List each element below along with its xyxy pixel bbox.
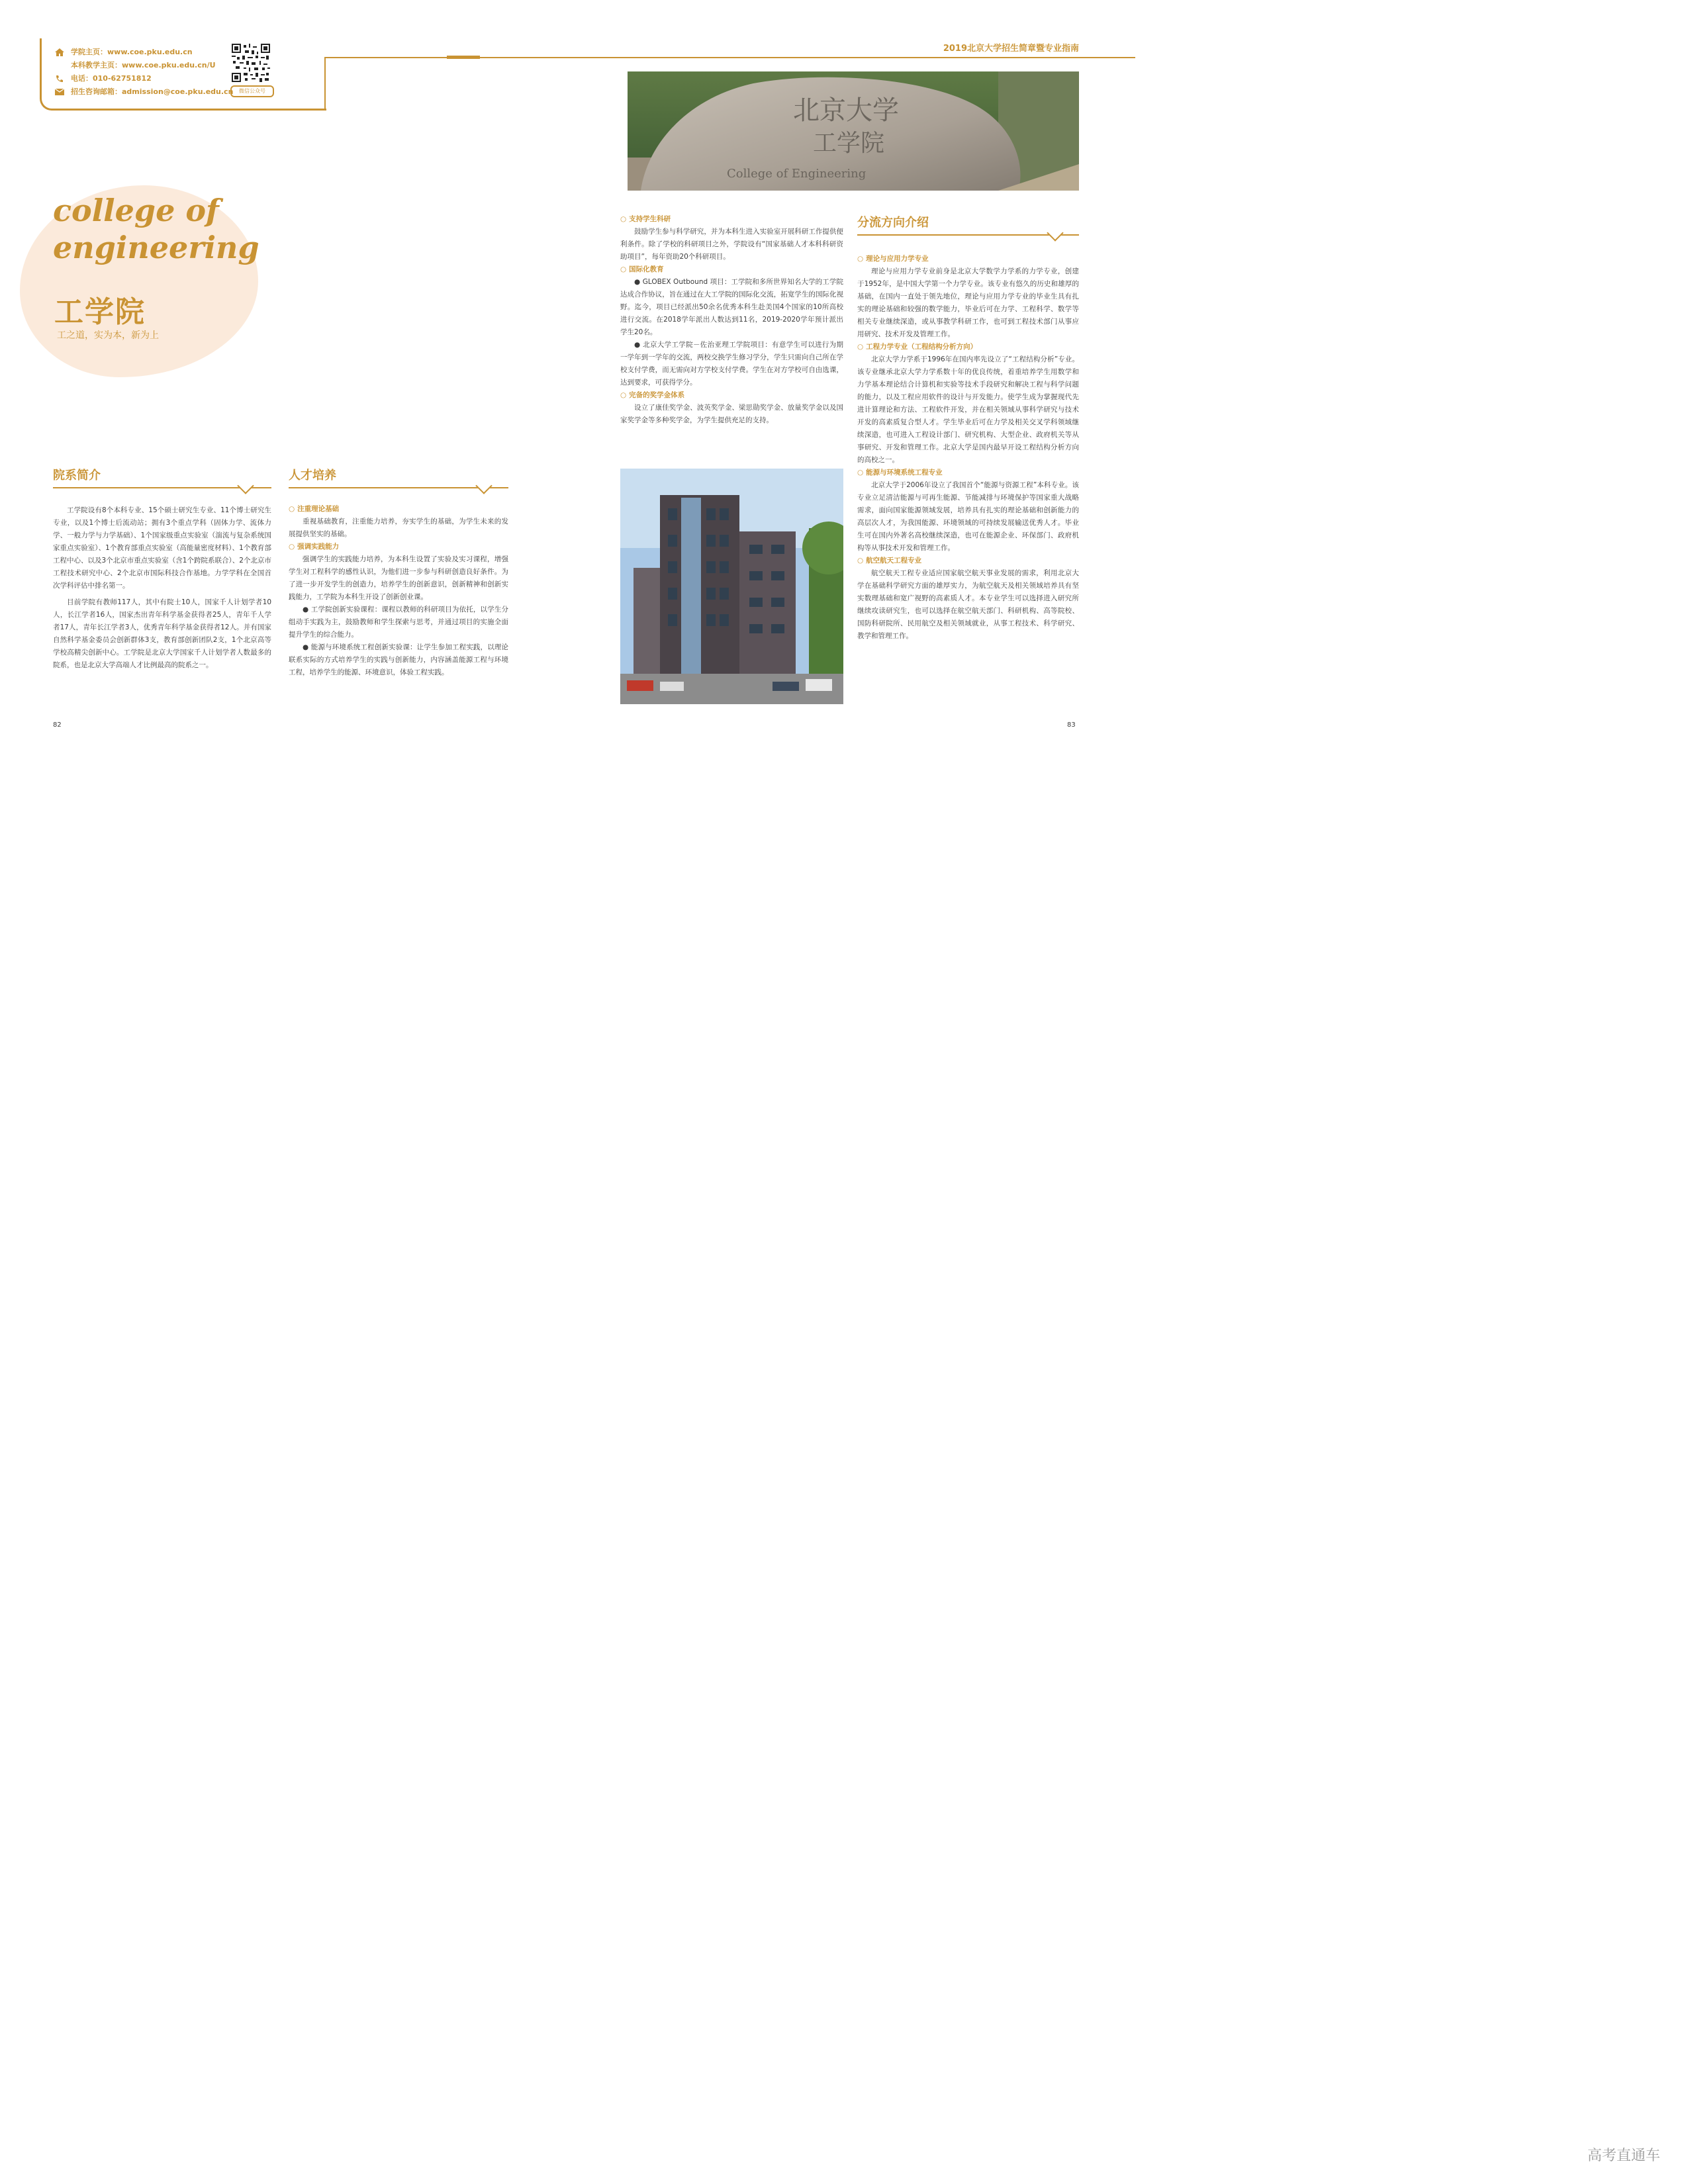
college-name: 工学院: [54, 295, 146, 329]
website-label: 学院主页：: [71, 48, 107, 56]
major-title-1: ○ 理论与应用力学专业: [857, 253, 1079, 265]
stone-inscription-2: 工学院: [813, 130, 885, 157]
major-text-1: 理论与应用力学专业前身是北京大学数学力学系的力学专业，创建于1952年，是中国大学第一个力学专业。该专业有悠久的历史和雄厚的基础，在国内一直处于领先地位，理论与应用力学专业的毕业生具有扎实的理论基础和较强的数学能力，毕业后可在力学、工程科学、数学等相关专业继续深造，或从事教学科研工作，也可到工程技术部门从事应用研究、技术开发及管理工作。: [857, 267, 1079, 338]
intro-rule-notch: [237, 477, 254, 494]
major-title-3: ○ 能源与环境系统工程专业: [857, 467, 1079, 479]
major-title-4: ○ 航空航天工程专业: [857, 555, 1079, 567]
script-title-line-1: college of: [53, 193, 219, 228]
majors-heading: 分流方向介绍: [857, 216, 929, 230]
college-motto: 工之道，实为本，新为上: [57, 330, 159, 341]
talent-subheading-1: ○ 注重理论基础: [289, 503, 508, 516]
talent-body: [289, 503, 508, 679]
wechat-qr-code: [230, 42, 271, 83]
major-text-4: 航空航天工程专业适应国家航空航天事业发展的需求，利用北京大学在基础科学研究方面的雄厚实力，为航空航天及相关领域培养具有坚实数理基础和宽广视野的高素质人才。本专业学生可以选择进入研究所继续攻读研究生，也可以选择在航空航天部门、科研机构、高等院校、国防科研院所、民用航空及相关领域就业，从事工程技术、科学研究、教学和管理工作。: [857, 569, 1079, 640]
building-photo: [620, 469, 843, 704]
email-link[interactable]: admission@coe.pku.edu.cn: [122, 87, 234, 96]
major-text-2: 北京大学力学系于1996年在国内率先设立了“工程结构分析”专业。该专业继承北京大学力学系数十年的优良传统，着重培养学生用数学和力学基本理论结合计算机和实验等技术手段研究和解决工程与科学问题的能力，以及工程应用软件的设计与开发能力。使学生成为掌握现代先进计算理论和方法、工程软件开发，并在相关领域从事科学研究与技术开发的高素质复合型人才。学生毕业后可在力学及相关交叉学科领域继续深造，也可进入工程设计部门、研究机构、大型企业、政府机关等从事研究、开发和管理工作。北京大学是国内最早开设工程结构分析方向的高校之一。: [857, 355, 1079, 464]
watermark: 高考直通车: [1587, 2148, 1661, 2164]
stone-inscription-3: College of Engineering: [727, 167, 867, 181]
website-link[interactable]: www.coe.pku.edu.cn: [107, 48, 193, 56]
talent-subheading-3: ○ 支持学生科研: [620, 213, 843, 226]
phone-row: [55, 73, 152, 83]
page-number-left: 82: [53, 721, 62, 729]
phone-icon: [55, 75, 64, 83]
intro-paragraph-2: 目前学院有教师117人，其中有院士10人，国家千人计划学者10人，长江学者16人，国家杰出青年科学基金获得者25人，青年千人学者17人，青年长江学者3人，优秀青年科学基金获得者12人。并有国家自然科学基金委员会创新群体3支，教育部创新团队2支，1个北京高等学校高精尖创新中心。工学院是北京大学国家千人计划学者人数最多的院系，也是北京大学高端人才比例最高的院系之一。: [53, 598, 271, 669]
intro-paragraph-1: 工学院设有8个本科专业、15个硕士研究生专业、11个博士研究生专业，以及1个博士后流动站；拥有3个重点学科（固体力学、流体力学、一般力学与力学基础）、1个国家级重点实验室（湍流与复杂系统国家重点实验室）、1个教育部重点实验室（高能量密度材料）、1个教育部工程中心、以及3个北京市重点实验室（含1个跨院系联合）、2个北京市工程技术研究中心、2个北京市国际科技合作基地。力学学科在全国首次学科评估中排名第一。: [53, 506, 271, 590]
talent-rule: [289, 487, 508, 488]
talent-subheading-4: ○ 国际化教育: [620, 263, 843, 276]
contact-box: [40, 38, 326, 111]
talent-bullet-2: ● 能源与环境系统工程创新实验课：让学生参加工程实践，以理论联系实际的方式培养学生的实践与创新能力，内容涵盖能源工程与环境工程，培养学生的能源、环境意识，体验工程实践。: [289, 643, 508, 676]
talent-continued: [620, 213, 843, 427]
talent-subheading-2: ○ 强调实践能力: [289, 541, 508, 553]
talent-text-2: 强调学生的实践能力培养，为本科生设置了实验及实习课程，增强学生对工程科学的感性认识，为他们进一步参与科研创造良好条件。为了进一步开发学生的创造力，培养学生的创新意识，创新精神和创新实践能力，工学院为本科生开设了创新创业课。: [289, 555, 508, 601]
email-label: 招生咨询邮箱：: [71, 87, 122, 96]
talent-heading: 人才培养: [289, 469, 336, 482]
talent-text-5: 设立了康佳奖学金、波英奖学金、梁思勋奖学金、放量奖学金以及国家奖学金等多种奖学金，为学生提供充足的支持。: [620, 404, 843, 424]
header-rule-vertical: [324, 57, 326, 109]
stone-inscription-1: 北京大学: [793, 95, 899, 126]
guide-title: 2019北京大学招生简章暨专业指南: [943, 44, 1079, 54]
majors-rule: [857, 234, 1079, 236]
intro-body: [53, 504, 271, 672]
majors-rule-notch: [1047, 224, 1063, 241]
talent-bullet-4: ● 北京大学工学院－佐治亚理工学院项目：有意学生可以进行为期一学年到一学年的交流，两校交换学生修习学分，学生只需向自己所在学校支付学费，而无需向对方学校支付学费。学生在对方学校可自由选课，达到要求，可获得学分。: [620, 341, 843, 387]
major-title-2: ○ 工程力学专业（工程结构分析方向）: [857, 341, 1079, 353]
phone-value: 010-62751812: [93, 74, 152, 83]
majors-body: [857, 253, 1079, 643]
undergrad-link[interactable]: www.coe.pku.edu.cn/U: [122, 61, 216, 69]
intro-heading: 院系简介: [53, 469, 101, 482]
website-row: [55, 46, 193, 57]
home-icon: [55, 48, 64, 56]
phone-label: 电话：: [71, 74, 93, 83]
college-script-title: [53, 192, 259, 266]
undergrad-label: 本科教学主页：: [71, 61, 122, 69]
talent-text-3: 鼓励学生参与科学研究，并为本科生进入实验室开展科研工作提供便利条件。除了学校的科研项目之外，学院设有“国家基础人才本科科研资助项目”，每年资助20个科研项目。: [620, 228, 843, 261]
talent-subheading-5: ○ 完备的奖学金体系: [620, 389, 843, 402]
talent-rule-notch: [475, 477, 492, 494]
talent-bullet-1: ● 工学院创新实验课程：课程以教师的科研项目为依托，以学生分组动手实践为主，鼓励教师和学生探索与思考，并通过项目的实施全面提升学生的综合能力。: [289, 606, 508, 639]
major-text-3: 北京大学于2006年设立了我国首个“能源与资源工程”本科专业。该专业立足清洁能源与可再生能源、节能减排与环境保护等国家重大战略需求，面向国家能源领域发展，培养具有扎实的理论基础和创新能力的高层次人才，为我国能源、环境领域的可持续发展输送优秀人才。毕业生可在国内外著名高校继续深造，也可在能源企业、环保部门、政府机构等从事技术开发和管理工作。: [857, 481, 1079, 552]
qr-label: 微信公众号: [230, 85, 274, 97]
stone-photo: [628, 71, 1079, 191]
undergrad-row: [55, 60, 216, 70]
script-title-line-2: engineering: [53, 230, 259, 265]
mail-icon: [55, 88, 64, 96]
email-row: [55, 86, 233, 97]
page-number-right: 83: [1067, 721, 1076, 729]
talent-bullet-3: ● GLOBEX Outbound 项目：工学院和多所世界知名大学的工学院达成合作协议，旨在通过在大工学院的国际化交流，拓宽学生的国际化视野。迄今，项目已经派出50余名优秀本科生赴美国4个国家的10所高校进行交流。在2018学年派出人数达到11名，2019-2020学年预计派出学生20名。: [620, 278, 843, 336]
talent-text-1: 重视基础教育，注重能力培养，夯实学生的基础，为学生未来的发展提供坚实的基础。: [289, 518, 508, 538]
blank-icon: [55, 62, 64, 69]
header-rule-accent: [447, 56, 480, 59]
header-rule: [324, 57, 1135, 58]
